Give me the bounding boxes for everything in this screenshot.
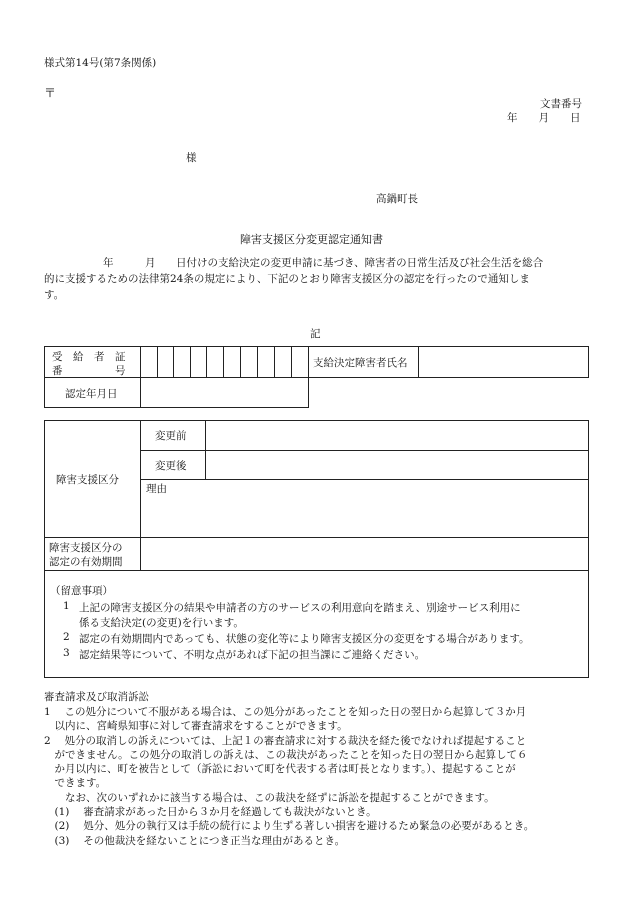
appeal-line-9: (2) 処分、処分の執行又は手続の続行により生ずる著しい損害を避けるため緊急の必要があるとき。 [44, 820, 535, 832]
holder-name-label: 支給決定障害者氏名 [313, 357, 408, 369]
before-label: 変更前 [155, 430, 187, 442]
intro-month: 月 [145, 257, 156, 269]
intro-line-3: す。 [44, 289, 65, 301]
note-3-number: 3 [63, 647, 70, 659]
appeal-heading: 審査請求及び取消訴訟 [44, 691, 149, 703]
note-1-line-1: 上記の障害支援区分の結果や申請者の方のサービスの利用意向を踏まえ、別途サービス利用に [79, 602, 521, 614]
document-title: 障害支援区分変更認定通知書 [240, 233, 383, 246]
intro-line-1: 日付けの支給決定の変更申請に基づき、障害者の日常生活及び社会生活を総合 [176, 257, 544, 269]
reason-label: 理由 [146, 483, 167, 495]
note-1-line-2: 係る支給決定(の変更)を行います。 [79, 617, 244, 629]
validity-label-2: 認定の有効期間 [49, 556, 123, 568]
intro-year: 年 [103, 257, 114, 269]
certification-date-label: 認定年月日 [65, 388, 118, 400]
note-1-number: 1 [63, 600, 70, 612]
appeal-line-4: ができません。この処分の取消しの訴えは、この裁決があったことを知った日の翌日から起算して６ [44, 749, 528, 761]
appeal-line-7: なお、次のいずれかに該当する場合は、この裁決を経ずに訴訟を提起することができます。 [44, 792, 495, 804]
recipient-number-label-1: 受 給 者 証 [52, 351, 126, 363]
appeal-line-3: 2 処分の取消しの訴えについては、上記１の審査請求に対する裁決を経た後でなければ提起すること [44, 735, 527, 747]
notes-heading: （留意事項） [50, 585, 113, 597]
issuer-name: 高鍋町長 [376, 193, 418, 205]
intro-line-2: 的に支援するための法律第24条の規定により、下記のとおり障害支援区分の認定を行ったので通知しま [44, 273, 530, 285]
postal-mark: 〒 [44, 86, 57, 100]
note-2-line-1: 認定の有効期間内であっても、状態の変化等により障害支援区分の変更をする場合があります。 [79, 633, 530, 645]
form-number: 様式第14号(第7条関係) [44, 57, 157, 69]
issue-date: 年 月 日 [507, 112, 581, 124]
appeal-line-10: (3) その他裁決を経ないことにつき正当な理由があるとき。 [44, 835, 346, 847]
category-label: 障害支援区分 [56, 474, 119, 486]
document-number-label: 文書番号 [540, 98, 582, 110]
validity-label-1: 障害支援区分の [49, 542, 123, 554]
appeal-line-1: 1 この処分について不服がある場合は、この処分があったことを知った日の翌日から起算して３か月 [44, 706, 527, 718]
appeal-line-5: か月以内に、町を被告として（訴訟において町を代表する者は町長となります。）、提起することが [44, 763, 516, 775]
note-2-number: 2 [63, 631, 70, 643]
appeal-line-6: できます。 [44, 777, 107, 789]
ki-label: 記 [310, 328, 321, 340]
after-label: 変更後 [155, 460, 187, 472]
recipient-suffix: 様 [186, 152, 197, 164]
appeal-line-2: 以内に、宮崎県知事に対して審査請求をすることができます。 [44, 720, 348, 732]
note-3-line-1: 認定結果等について、不明な点があれば下記の担当課にご連絡ください。 [79, 649, 426, 661]
appeal-line-8: (1) 審査請求があった日から３か月を経過しても裁決がないとき。 [44, 806, 377, 818]
recipient-number-label-2: 番 号 [52, 365, 126, 377]
